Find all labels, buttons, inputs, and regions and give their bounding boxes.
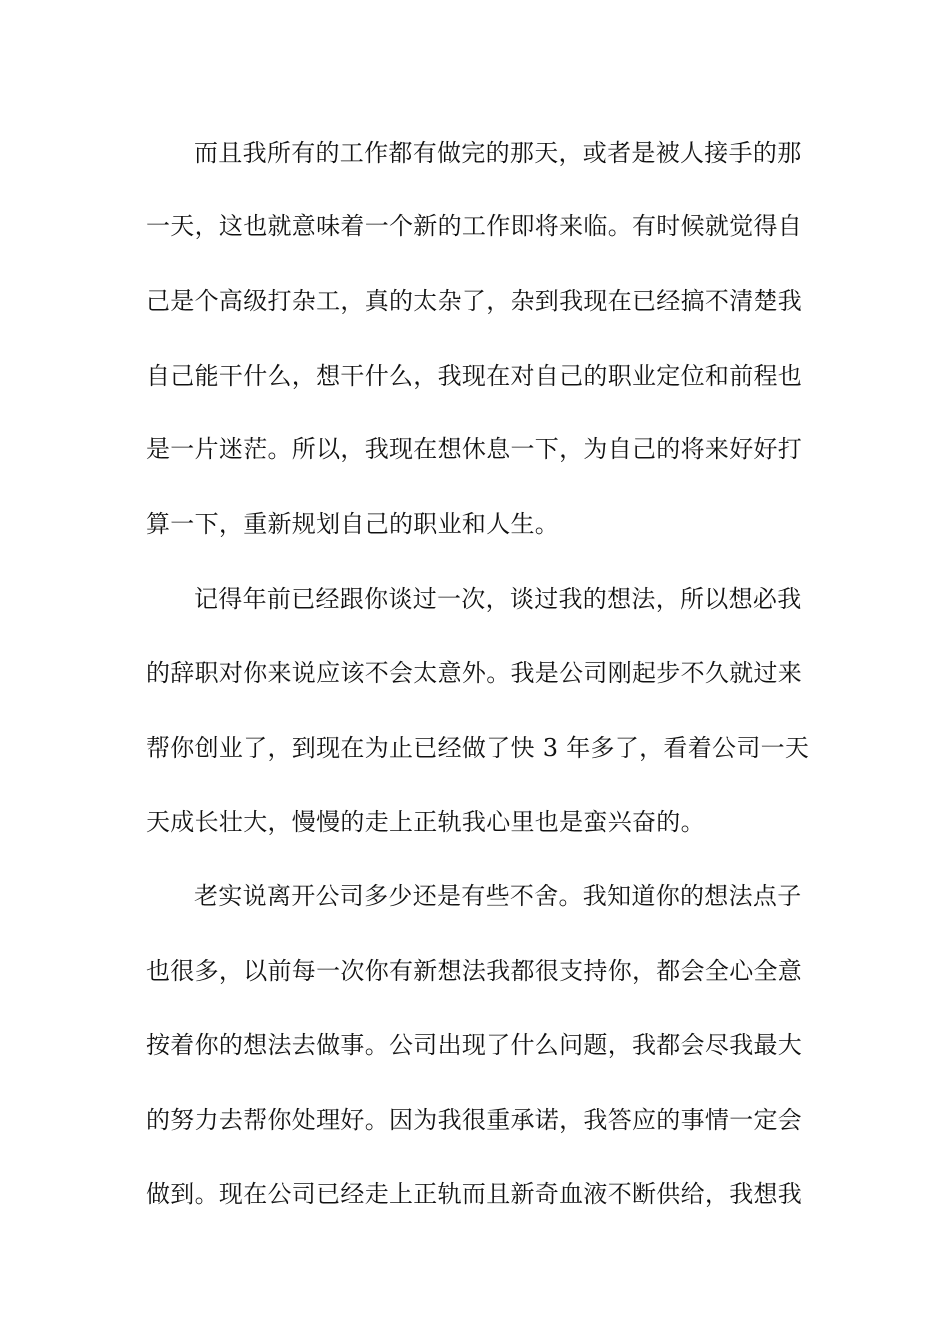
paragraph-1-line-2: 一天，这也就意味着一个新的工作即将来临。有时候就觉得自 (146, 212, 803, 240)
paragraph-3-line-5: 做到。现在公司已经走上正轨而且新奇血液不断供给，我想我 (146, 1180, 803, 1208)
paragraph-2-line-1: 记得年前已经跟你谈过一次，谈过我的想法，所以想必我 (194, 585, 802, 613)
paragraph-1-line-6: 算一下，重新规划自己的职业和人生。 (146, 510, 560, 538)
paragraph-1-line-1: 而且我所有的工作都有做完的那天，或者是被人接手的那 (194, 139, 802, 167)
paragraph-2-line-4: 天成长壮大，慢慢的走上正轨我心里也是蛮兴奋的。 (146, 808, 705, 836)
paragraph-3-line-4: 的努力去帮你处理好。因为我很重承诺，我答应的事情一定会 (146, 1106, 803, 1134)
paragraph-3-line-1: 老实说离开公司多少还是有些不舍。我知道你的想法点子 (194, 882, 802, 910)
paragraph-3-line-3: 按着你的想法去做事。公司出现了什么问题，我都会尽我最大 (146, 1031, 803, 1059)
paragraph-1-line-3: 己是个高级打杂工，真的太杂了，杂到我现在已经搞不清楚我 (146, 287, 803, 315)
paragraph-2-line-3: 帮你创业了，到现在为止已经做了快 3 年多了，看着公司一天 (146, 734, 810, 762)
paragraph-3-line-2: 也很多，以前每一次你有新想法我都很支持你，都会全心全意 (146, 957, 803, 985)
paragraph-2-line-2: 的辞职对你来说应该不会太意外。我是公司刚起步不久就过来 (146, 659, 803, 687)
paragraph-1-line-5: 是一片迷茫。所以，我现在想休息一下，为自己的将来好好打 (146, 435, 803, 463)
paragraph-1-line-4: 自己能干什么，想干什么，我现在对自己的职业定位和前程也 (146, 362, 803, 390)
